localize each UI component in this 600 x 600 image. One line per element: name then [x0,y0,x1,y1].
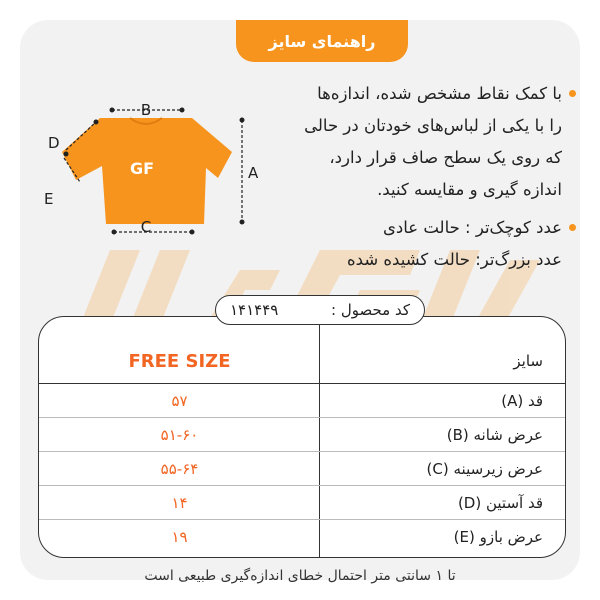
table-row [39,520,565,553]
product-code-label: کد محصول : [331,301,410,319]
row-label: قد (A) [501,391,543,410]
measurement-error-note: تا ۱ سانتی متر احتمال خطای اندازه‌گیری طبیعی است [144,568,456,584]
page-title: راهنمای سایز [236,20,408,62]
label-d: D [48,134,60,152]
size-header-label: سایز [513,352,543,370]
shirt-logo-icon: GF [129,159,155,178]
table-row [39,486,565,519]
product-code-box [215,295,425,325]
table-row [39,418,565,451]
row-value: ۱۹ [171,527,188,546]
row-label: عرض زیرسینه (C) [426,459,543,478]
size-header-value: FREE SIZE [128,350,231,372]
instruction-line: با کمک نقاط مشخص شده، اندازه‌ها [317,84,562,103]
bullet-icon [569,90,576,97]
note-line: عدد کوچک‌تر : حالت عادی [382,218,562,237]
size-table [38,316,566,558]
instruction-line: اندازه گیری و مقایسه کنید. [377,180,562,199]
tshirt-diagram [42,101,259,236]
label-b: B [140,101,152,119]
row-value: ۵۱-۶۰ [160,425,199,444]
label-e: E [44,190,54,208]
row-label: عرض بازو (E) [453,527,543,546]
bullet-icon [569,224,576,231]
row-label: قد آستین (D) [457,493,543,512]
instruction-line: را با یکی از لباس‌های خودتان در حالی [304,116,562,135]
row-value: ۱۴ [171,493,188,512]
table-header-row [39,341,565,381]
instructions [232,78,562,276]
row-value: ۵۵-۶۴ [160,459,199,478]
table-row [39,384,565,417]
product-code-value: ۱۴۱۴۴۹ [230,301,279,319]
note-line: عدد بزرگ‌تر: حالت کشیده شده [347,250,562,269]
table-row [39,452,565,485]
label-a: A [248,164,259,182]
row-value: ۵۷ [171,391,188,410]
size-guide-card [20,20,580,584]
label-c: C [140,218,152,236]
instruction-line: که روی یک سطح صاف قرار دارد، [329,148,562,167]
row-label: عرض شانه (B) [446,425,543,444]
